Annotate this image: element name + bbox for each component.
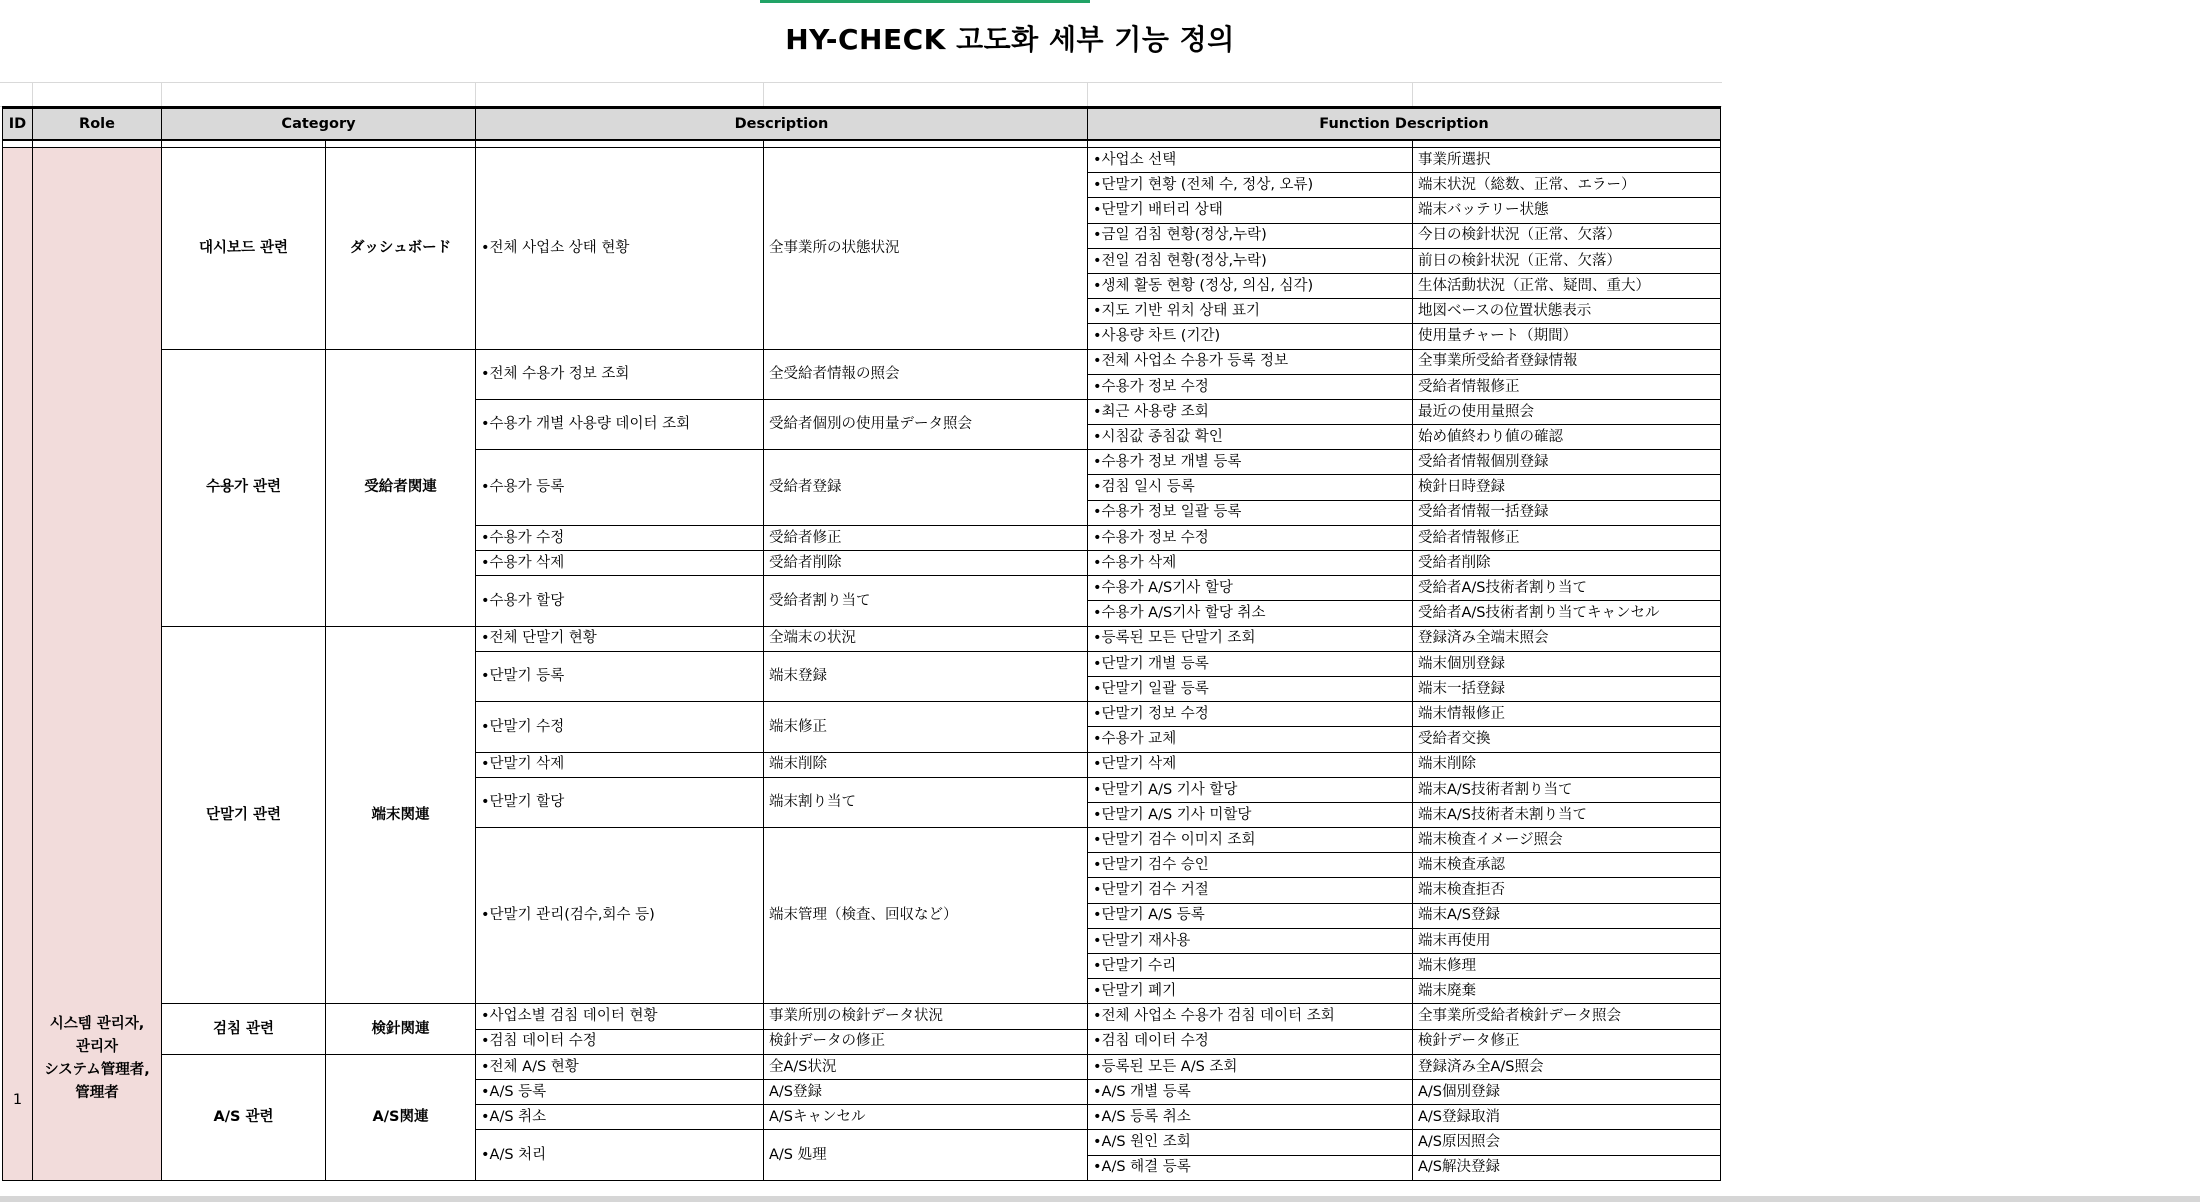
description-ja: 受給者登録 xyxy=(764,450,1088,526)
gridline xyxy=(475,82,476,106)
function-ko: •수용가 A/S기사 할당 xyxy=(1088,576,1413,601)
function-ja: 端末検査承認 xyxy=(1413,853,1721,878)
function-ja: 受給者削除 xyxy=(1413,551,1721,576)
function-ko: •사용량 차트 (기간) xyxy=(1088,324,1413,349)
function-ko: •금일 검침 현황(정상,누락) xyxy=(1088,223,1413,248)
function-ko: •수용가 정보 개별 등록 xyxy=(1088,450,1413,475)
header-category: Category xyxy=(162,108,476,141)
description-ja: 端末削除 xyxy=(764,752,1088,777)
function-ko: •등록된 모든 단말기 조회 xyxy=(1088,626,1413,651)
description-ja: 全受給者情報の照会 xyxy=(764,349,1088,399)
header-row xyxy=(3,108,1721,141)
function-ko: •단말기 검수 승인 xyxy=(1088,853,1413,878)
function-ko: •단말기 배터리 상태 xyxy=(1088,198,1413,223)
table-row xyxy=(3,626,1721,651)
spacer-row xyxy=(3,140,1721,148)
function-ko: •단말기 일괄 등록 xyxy=(1088,676,1413,701)
function-ja: 端末廃棄 xyxy=(1413,979,1721,1004)
category-ja: ダッシュボード xyxy=(326,148,476,350)
header-role: Role xyxy=(33,108,162,141)
description-ja: 検針データの修正 xyxy=(764,1029,1088,1054)
function-ko: •생체 활동 현황 (정상, 의심, 심각) xyxy=(1088,273,1413,298)
function-ko: •단말기 재사용 xyxy=(1088,928,1413,953)
function-ja: 使用量チャート（期間） xyxy=(1413,324,1721,349)
table-row xyxy=(3,148,1721,173)
description-ja: 受給者割り当て xyxy=(764,576,1088,626)
function-ja: 端末再使用 xyxy=(1413,928,1721,953)
function-ko: •검침 일시 등록 xyxy=(1088,475,1413,500)
function-ja: 全事業所受給者検針データ照会 xyxy=(1413,1004,1721,1029)
function-ja: 登録済み全A/S照会 xyxy=(1413,1054,1721,1079)
function-ja: 生体活動状況（正常、疑問、重大） xyxy=(1413,273,1721,298)
function-ja: 検針データ修正 xyxy=(1413,1029,1721,1054)
function-ko: •수용가 정보 수정 xyxy=(1088,374,1413,399)
function-spec-table xyxy=(2,106,1721,1181)
function-ja: 端末修理 xyxy=(1413,954,1721,979)
function-ko: •단말기 A/S 기사 미할당 xyxy=(1088,802,1413,827)
description-ko: •단말기 관리(검수,회수 등) xyxy=(476,828,764,1004)
function-ko: •단말기 검수 이미지 조회 xyxy=(1088,828,1413,853)
function-ja: 検針日時登録 xyxy=(1413,475,1721,500)
category-ja: A/S関連 xyxy=(326,1054,476,1180)
gridline xyxy=(32,82,33,106)
description-ko: •단말기 등록 xyxy=(476,651,764,701)
gridline xyxy=(1087,82,1088,106)
description-ko: •단말기 삭제 xyxy=(476,752,764,777)
description-ko: •수용가 삭제 xyxy=(476,551,764,576)
description-ja: 端末修正 xyxy=(764,702,1088,752)
table-row xyxy=(3,1004,1721,1029)
function-ko: •전일 검침 현황(정상,누락) xyxy=(1088,248,1413,273)
category-ko: 수용가 관련 xyxy=(162,349,326,626)
function-ja: 全事業所受給者登録情報 xyxy=(1413,349,1721,374)
category-ko: 대시보드 관련 xyxy=(162,148,326,350)
description-ja: A/S 処理 xyxy=(764,1130,1088,1180)
function-ko: •단말기 A/S 기사 할당 xyxy=(1088,777,1413,802)
sheet-title: HY-CHECK 고도화 세부 기능 정의 xyxy=(785,23,1235,56)
function-ko: •A/S 해결 등록 xyxy=(1088,1155,1413,1180)
function-ja: 受給者情報修正 xyxy=(1413,374,1721,399)
function-ja: 端末削除 xyxy=(1413,752,1721,777)
description-ko: •A/S 취소 xyxy=(476,1105,764,1130)
function-ja: 今日の検針状況（正常、欠落） xyxy=(1413,223,1721,248)
function-ja: A/S登録取消 xyxy=(1413,1105,1721,1130)
function-ja: 端末状況（総数、正常、エラー） xyxy=(1413,173,1721,198)
function-ko: •A/S 등록 취소 xyxy=(1088,1105,1413,1130)
gridline xyxy=(763,82,764,106)
function-ja: 端末個別登録 xyxy=(1413,651,1721,676)
gridline xyxy=(161,82,162,106)
function-ja: 端末一括登録 xyxy=(1413,676,1721,701)
function-ko: •단말기 폐기 xyxy=(1088,979,1413,1004)
row-id: 1 xyxy=(3,148,33,1181)
description-ko: •수용가 개별 사용량 데이터 조회 xyxy=(476,399,764,449)
category-ko: A/S 관련 xyxy=(162,1054,326,1180)
description-ko: •단말기 할당 xyxy=(476,777,764,827)
description-ko: •검침 데이터 수정 xyxy=(476,1029,764,1054)
function-ko: •단말기 A/S 등록 xyxy=(1088,903,1413,928)
table-row xyxy=(3,1054,1721,1079)
function-ko: •최근 사용량 조회 xyxy=(1088,399,1413,424)
function-ko: •전체 사업소 수용가 등록 정보 xyxy=(1088,349,1413,374)
category-ja: 受給者関連 xyxy=(326,349,476,626)
function-ja: 受給者A/S技術者割り当てキャンセル xyxy=(1413,601,1721,626)
description-ko: •수용가 수정 xyxy=(476,525,764,550)
function-ko: •수용가 삭제 xyxy=(1088,551,1413,576)
description-ko: •사업소별 검침 데이터 현황 xyxy=(476,1004,764,1029)
category-ko: 단말기 관련 xyxy=(162,626,326,1004)
function-ko: •A/S 원인 조회 xyxy=(1088,1130,1413,1155)
role-cell xyxy=(33,148,162,1181)
function-ko: •지도 기반 위치 상태 표기 xyxy=(1088,299,1413,324)
description-ja: 受給者削除 xyxy=(764,551,1088,576)
function-ja: 前日の検針状況（正常、欠落） xyxy=(1413,248,1721,273)
function-ko: •수용가 정보 수정 xyxy=(1088,525,1413,550)
function-ko: •수용가 교체 xyxy=(1088,727,1413,752)
function-ko: •A/S 개별 등록 xyxy=(1088,1079,1413,1104)
description-ja: 受給者個別の使用量データ照会 xyxy=(764,399,1088,449)
function-ko: •등록된 모든 A/S 조회 xyxy=(1088,1054,1413,1079)
function-ko: •단말기 삭제 xyxy=(1088,752,1413,777)
description-ko: •전체 사업소 상태 현황 xyxy=(476,148,764,350)
description-ja: 端末管理（検査、回収など） xyxy=(764,828,1088,1004)
function-ko: •검침 데이터 수정 xyxy=(1088,1029,1413,1054)
function-ko: •수용가 A/S기사 할당 취소 xyxy=(1088,601,1413,626)
function-ja: 登録済み全端末照会 xyxy=(1413,626,1721,651)
function-ja: A/S原因照会 xyxy=(1413,1130,1721,1155)
function-ja: 事業所選択 xyxy=(1413,148,1721,173)
function-ko: •단말기 개별 등록 xyxy=(1088,651,1413,676)
function-ja: 受給者交換 xyxy=(1413,727,1721,752)
description-ja: A/Sキャンセル xyxy=(764,1105,1088,1130)
function-ja: 端末A/S技術者割り当て xyxy=(1413,777,1721,802)
function-ko: •수용가 정보 일괄 등록 xyxy=(1088,500,1413,525)
description-ja: A/S登録 xyxy=(764,1079,1088,1104)
function-ja: 端末検査イメージ照会 xyxy=(1413,828,1721,853)
function-ko: •단말기 검수 거절 xyxy=(1088,878,1413,903)
description-ko: •수용가 등록 xyxy=(476,450,764,526)
function-ko: •사업소 선택 xyxy=(1088,148,1413,173)
role-line: 관리자 xyxy=(75,1038,119,1055)
header-description: Description xyxy=(476,108,1088,141)
header-function-description: Function Description xyxy=(1088,108,1721,141)
function-ja: A/S個別登録 xyxy=(1413,1079,1721,1104)
function-ja: 始め値終わり値の確認 xyxy=(1413,425,1721,450)
category-ko: 검침 관련 xyxy=(162,1004,326,1054)
description-ko: •A/S 등록 xyxy=(476,1079,764,1104)
function-ja: 受給者A/S技術者割り当て xyxy=(1413,576,1721,601)
function-ja: 端末検査拒否 xyxy=(1413,878,1721,903)
function-ja: 端末バッテリー状態 xyxy=(1413,198,1721,223)
function-ja: A/S解決登録 xyxy=(1413,1155,1721,1180)
category-ja: 端末関連 xyxy=(326,626,476,1004)
description-ja: 受給者修正 xyxy=(764,525,1088,550)
function-ko: •단말기 수리 xyxy=(1088,954,1413,979)
function-ko: •단말기 현황 (전체 수, 정상, 오류) xyxy=(1088,173,1413,198)
description-ko: •A/S 처리 xyxy=(476,1130,764,1180)
function-ja: 最近の使用量照会 xyxy=(1413,399,1721,424)
description-ko: •전체 수용가 정보 조회 xyxy=(476,349,764,399)
description-ja: 全端末の状況 xyxy=(764,626,1088,651)
description-ko: •전체 A/S 현황 xyxy=(476,1054,764,1079)
description-ja: 端末登録 xyxy=(764,651,1088,701)
function-ja: 受給者情報修正 xyxy=(1413,525,1721,550)
function-ja: 端末A/S技術者未割り当て xyxy=(1413,802,1721,827)
role-line: 시스템 관리자, xyxy=(49,1015,145,1032)
description-ja: 端末割り当て xyxy=(764,777,1088,827)
role-line: システム管理者, xyxy=(44,1061,150,1078)
function-ja: 地図ベースの位置状態表示 xyxy=(1413,299,1721,324)
blank-row xyxy=(0,82,1722,107)
function-ko: •전체 사업소 수용가 검침 데이터 조회 xyxy=(1088,1004,1413,1029)
window-bottom-edge xyxy=(0,1196,2200,1202)
function-ja: 端末A/S登録 xyxy=(1413,903,1721,928)
function-ja: 受給者情報一括登録 xyxy=(1413,500,1721,525)
gridline xyxy=(1412,82,1413,106)
header-id: ID xyxy=(3,108,33,141)
description-ko: •전체 단말기 현황 xyxy=(476,626,764,651)
description-ja: 全A/S状況 xyxy=(764,1054,1088,1079)
description-ko: •단말기 수정 xyxy=(476,702,764,752)
function-ja: 受給者情報個別登録 xyxy=(1413,450,1721,475)
category-ja: 検針関連 xyxy=(326,1004,476,1054)
description-ja: 事業所別の検針データ状況 xyxy=(764,1004,1088,1029)
description-ja: 全事業所の状態状況 xyxy=(764,148,1088,350)
description-ko: •수용가 할당 xyxy=(476,576,764,626)
function-ko: •단말기 정보 수정 xyxy=(1088,702,1413,727)
function-ja: 端末情報修正 xyxy=(1413,702,1721,727)
function-ko: •시침값 종침값 확인 xyxy=(1088,425,1413,450)
table-row xyxy=(3,349,1721,374)
role-line: 管理者 xyxy=(75,1084,119,1101)
